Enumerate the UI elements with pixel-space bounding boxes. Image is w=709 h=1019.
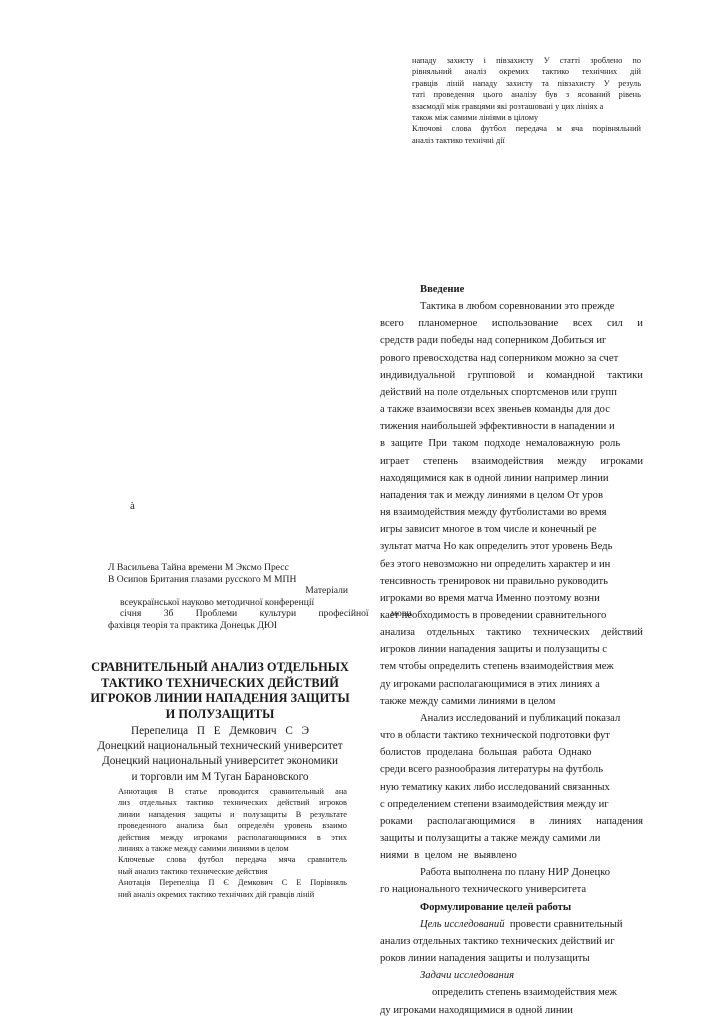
intro-line: ду игроками располагающимися в этих линиях а	[380, 678, 600, 690]
intro-line: среди всего разнообразия литературы на футболь	[380, 764, 604, 776]
article-title	[80, 660, 360, 722]
abstract-ua-line: таті проведення цього аналізу був з ясований рівень	[412, 90, 641, 100]
intro-line: в защите При таком подходе немаловажную роль	[380, 438, 621, 450]
intro-line: игроками во время матча Именно поэтому возни	[380, 592, 600, 604]
intro-heading: Введение	[420, 284, 465, 295]
abstract-ua-line: нападу захисту і півзахисту У статті зроблено по	[412, 56, 641, 65]
abstract-ua-line: взаємодії між гравцями які розташовані у цих лініях а	[412, 101, 604, 111]
reference-item: Л Васильева Тайна времени М Эксмо Пресс	[108, 562, 289, 573]
intro-line: что в области тактико технической подготовки фут	[380, 730, 610, 742]
intro-line: кает необходимость в проведении сравнительного	[380, 609, 607, 621]
intro-line: индивидуальной групповой и командной тактики	[380, 369, 643, 381]
intro-paragraph-3	[380, 864, 643, 898]
goal-paragraph	[380, 916, 643, 967]
stray-mark: à	[130, 500, 135, 512]
reference-item: всеукраїнської науково методичної конференції	[120, 596, 315, 608]
intro-line: всего планомерное использование всех сил и	[380, 318, 643, 330]
reference-item: фахівця теорія та практика Донецьк ДЮІ	[108, 619, 278, 631]
intro-line: анализа отдельных тактико технических действий	[380, 627, 643, 639]
intro-line: также между самими линиями в целом	[380, 695, 556, 707]
intro-line: ную тематику каких либо исследований связанных	[380, 781, 610, 793]
intro-line: нападения так и между линиями в целом От уров	[380, 489, 603, 501]
intro-line: без этого невозможно ни определить характер и ин	[380, 558, 611, 570]
intro-line: а также взаимосвязи всех звеньев команды для дос	[380, 404, 610, 416]
intro-line: тижения наибольшей эффективности в нападении и	[380, 421, 615, 433]
intro-line: защиты и полузащиты а также между самими ли	[380, 833, 601, 844]
goal-label: Цель исследований	[420, 918, 505, 930]
affiliation: Донецкий национальный технический университет	[97, 740, 343, 753]
intro-line: ня взаимодействия между футболистами во время	[380, 507, 607, 519]
intro-line: тенсивность тренировок ни правильно руководить	[380, 575, 608, 587]
authors: Перепелица П Е Демкович С Э	[131, 725, 309, 737]
abstract-ru-block	[118, 786, 347, 900]
abstract-ua-block	[412, 55, 641, 146]
abstract-ua-short: Анотація Перепеліца П Є Демкович С Е Порівняль	[118, 878, 347, 888]
abstract-ru-keywords: ный анализ тактико технические действия	[118, 866, 268, 876]
abstract-ua-short: ний аналіз окремих тактико технічних дій гравців ліній	[118, 889, 315, 899]
goal-text: анализ отдельных тактико технических действий иг	[380, 935, 615, 947]
intro-line: ниями в целом не выявлено	[380, 850, 517, 862]
intro-line: с определением степени взаимодействия между иг	[380, 798, 609, 810]
intro-line: Анализ исследований и публикаций показал	[420, 712, 621, 724]
title-line: ТАКТИКО ТЕХНИЧЕСКИХ ДЕЙСТВИЙ	[101, 675, 339, 690]
abstract-ru-line: действия между игроками располагающимися в этих	[118, 832, 347, 842]
title-line: СРАВНИТЕЛЬНЫЙ АНАЛИЗ ОТДЕЛЬНЫХ	[91, 660, 349, 674]
intro-line: играет степень взаимодействия между игроками	[380, 455, 643, 467]
reference-item: В Осипов Британия глазами русского М МПН	[108, 573, 297, 585]
intro-line: го национального технического университета	[380, 884, 587, 896]
intro-line: болистов проделана большая работа Однако	[380, 747, 592, 759]
tasks-text: ду игроками находящимися в одной линии	[380, 1004, 573, 1016]
intro-paragraph-1	[380, 298, 643, 710]
title-line: ИГРОКОВ ЛИНИИ НАПАДЕНИЯ ЗАЩИТЫ	[90, 691, 350, 706]
intro-line: зультат матча Но как определить этот уровень Ведь	[380, 541, 613, 553]
reference-item: Матеріали	[305, 585, 348, 597]
abstract-ru-line: лиз отдельных тактико технических действий игроков	[118, 798, 347, 808]
goal-text: провести сравнительный	[509, 918, 623, 930]
abstract-ru-keywords: Ключевые слова футбол передача мяча сравнитель	[118, 855, 347, 865]
abstract-ua-keywords: аналіз тактико технічні дії	[412, 135, 505, 145]
abstract-ru-line: линии нападения защиты и полузащиты В результате	[118, 809, 347, 819]
intro-line: игры зависит многое в том числе и конечный ре	[380, 524, 597, 536]
abstract-ru-line: проведенного анализа был определён уровень взаимо	[118, 821, 347, 831]
authors-block	[80, 724, 360, 785]
tasks-label: Задачи исследования	[420, 970, 515, 982]
intro-section	[380, 281, 643, 1019]
affiliation: и торговли им М Туган Барановского	[131, 770, 309, 783]
intro-line: средств ради победы над соперником Добиться иг	[380, 335, 607, 347]
abstract-ru-line: Аннотация В статье проводится сравнительный ана	[118, 787, 347, 796]
references-block	[108, 562, 412, 632]
tasks-text: определить степень взаимодействия меж	[432, 987, 617, 999]
abstract-ua-keywords: Ключові слова футбол передача м яча порівняльний	[412, 124, 641, 134]
affiliation: Донецкий национальный университет экономики	[102, 755, 338, 768]
intro-line: тем чтобы определить степень взаимодействия меж	[380, 661, 614, 673]
abstract-ua-line: гравців ліній нападу захисту та півзахисту У резуль	[412, 78, 641, 88]
intro-line: игроков линии нападения защиты и полузащиты с	[380, 644, 607, 656]
intro-paragraph-2	[380, 710, 643, 864]
intro-line: действий на поле отдельных спортсменов или групп	[380, 386, 617, 398]
abstract-ua-line: рівняльний аналіз окремих тактико технічних дій	[412, 67, 641, 77]
goals-heading: Формулирование целей работы	[420, 901, 572, 913]
goal-text: роков линии нападения защиты и полузащиты	[380, 953, 590, 965]
intro-line: находящимися как в одной линии например линии	[380, 472, 609, 484]
intro-line: Тактика в любом соревновании это прежде	[420, 301, 615, 313]
abstract-ua-line: також між самими лініями в цілому	[412, 113, 539, 123]
intro-line: Работа выполнена по плану НИР Донецко	[420, 867, 611, 879]
reference-item: січня 3б Проблеми культури професійної мови	[120, 608, 412, 620]
title-line: И ПОЛУЗАЩИТЫ	[165, 706, 275, 721]
intro-line: роками располагающимися в линиях нападения	[380, 815, 643, 827]
intro-line: рового превосходства над соперником можно за счет	[380, 352, 619, 364]
abstract-ru-line: линиях а также между самими линиями в целом	[118, 844, 289, 854]
